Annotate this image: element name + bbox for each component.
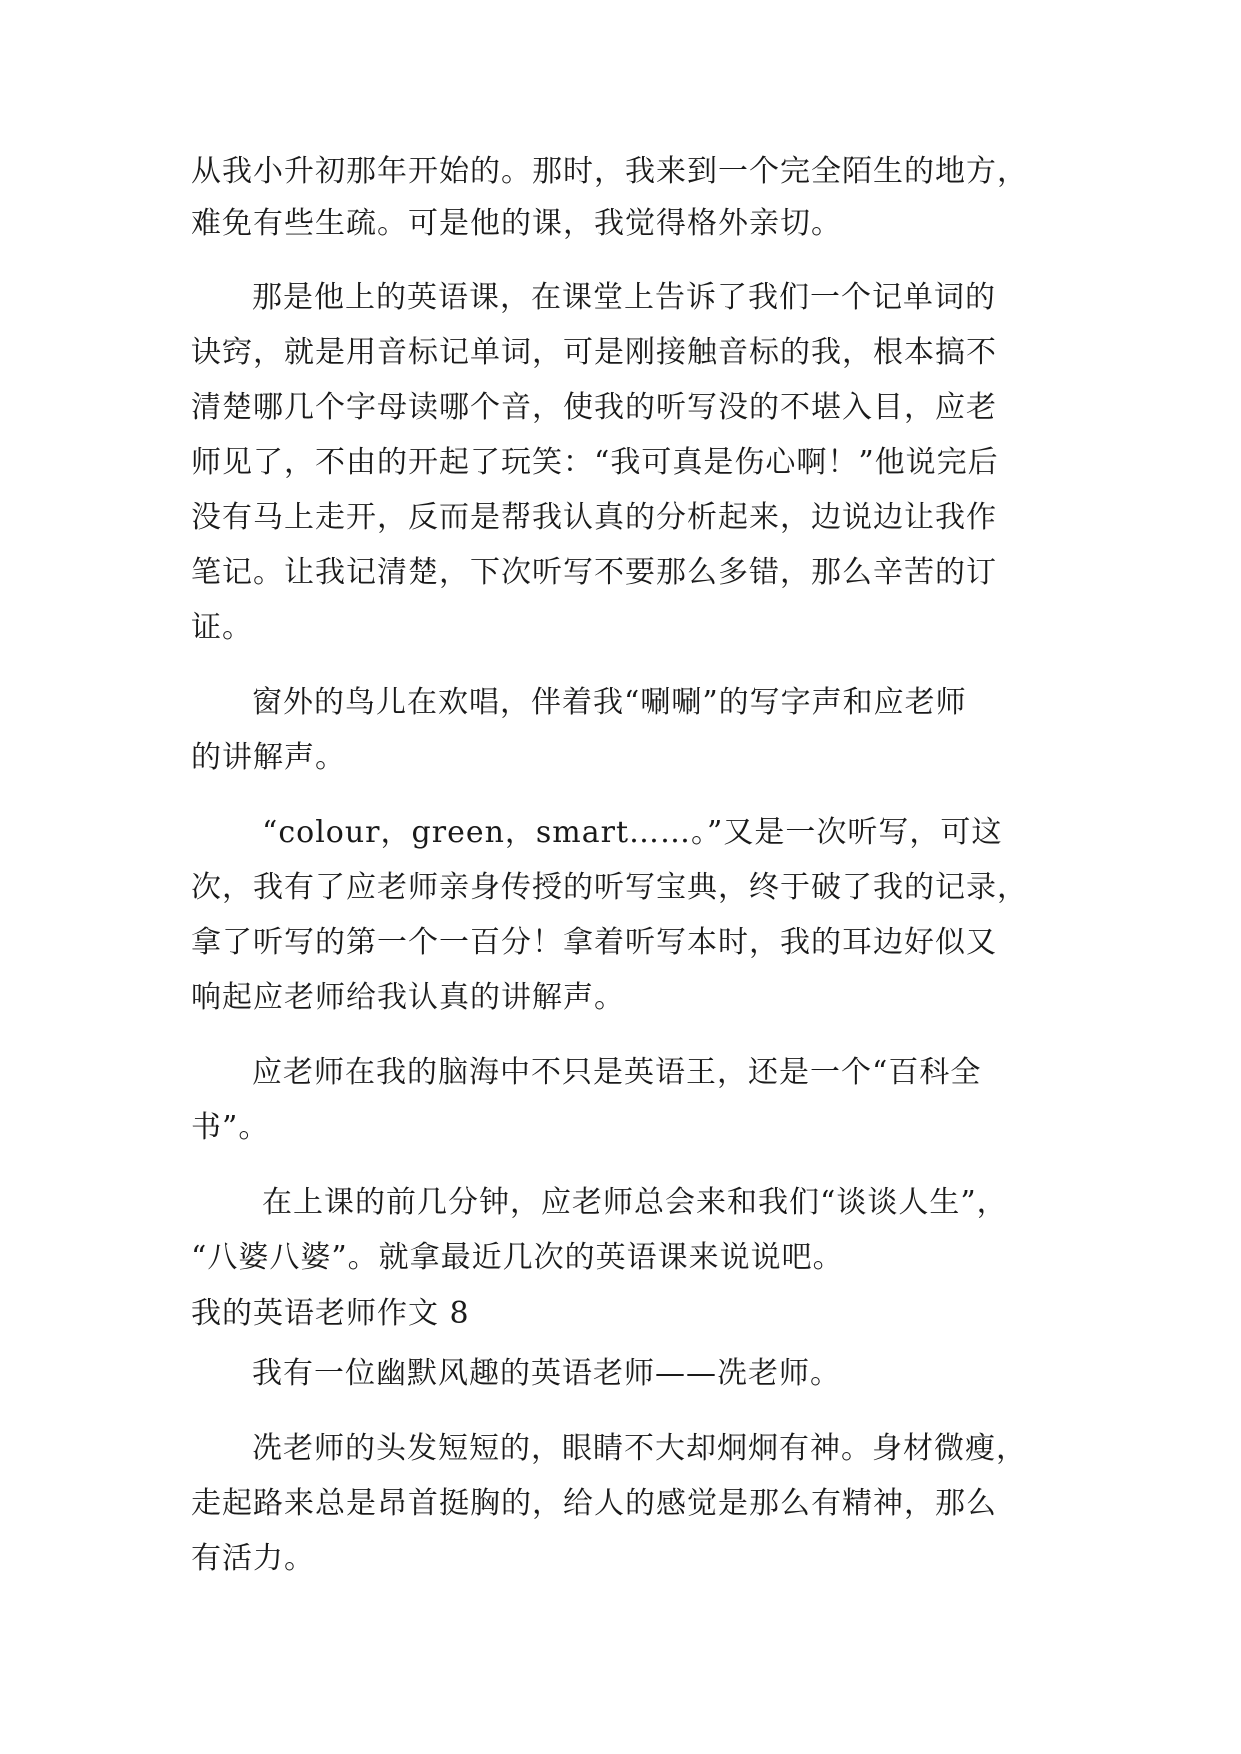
paragraph-line: 那是他上的英语课，在课堂上告诉了我们一个记单词的 <box>252 280 996 315</box>
paragraph-line: “八婆八婆”。就拿最近几次的英语课来说说吧。 <box>191 1240 844 1275</box>
paragraph-line: 拿了听写的第一个一百分！拿着听写本时，我的耳边好似又 <box>191 925 997 960</box>
paragraph-line: 应老师在我的脑海中不只是英语王，还是一个“百科全 <box>252 1055 982 1090</box>
paragraph-line: 难免有些生疏。可是他的课，我觉得格外亲切。 <box>191 206 842 241</box>
paragraph-line: 次，我有了应老师亲身传授的听写宝典，终于破了我的记录， <box>191 870 1028 905</box>
paragraph-line: 笔记。让我记清楚，下次听写不要那么多错，那么辛苦的订 <box>191 555 997 590</box>
section-heading: 我的英语老师作文 8 <box>191 1296 470 1331</box>
paragraph-line: 清楚哪几个字母读哪个音，使我的听写没的不堪入目，应老 <box>191 390 997 425</box>
paragraph-line: 冼老师的头发短短的，眼睛不大却炯炯有神。身材微瘦， <box>252 1431 1027 1466</box>
paragraph-line: 师见了，不由的开起了玩笑：“我可真是伤心啊！”他说完后 <box>191 445 999 480</box>
paragraph-line: 响起应老师给我认真的讲解声。 <box>191 980 625 1015</box>
paragraph-line: 的讲解声。 <box>191 740 346 775</box>
paragraph-line: “colour，green，smart……。”又是一次听写，可这 <box>262 815 1003 850</box>
paragraph-line: 走起路来总是昂首挺胸的，给人的感觉是那么有精神，那么 <box>191 1486 997 1521</box>
paragraph-line: 窗外的鸟儿在欢唱，伴着我“唰唰”的写字声和应老师 <box>252 685 967 720</box>
paragraph-line: 诀窍，就是用音标记单词，可是刚接触音标的我，根本搞不 <box>191 335 997 370</box>
paragraph-line: 从我小升初那年开始的。那时，我来到一个完全陌生的地方， <box>191 154 1028 189</box>
paragraph-line: 在上课的前几分钟，应老师总会来和我们“谈谈人生”， <box>262 1185 1008 1220</box>
paragraph-line: 没有马上走开，反而是帮我认真的分析起来，边说边让我作 <box>191 500 997 535</box>
paragraph-line: 证。 <box>191 610 253 645</box>
paragraph-line: 我有一位幽默风趣的英语老师——冼老师。 <box>252 1356 841 1391</box>
paragraph-line: 书”。 <box>191 1110 270 1145</box>
paragraph-line: 有活力。 <box>191 1541 315 1576</box>
